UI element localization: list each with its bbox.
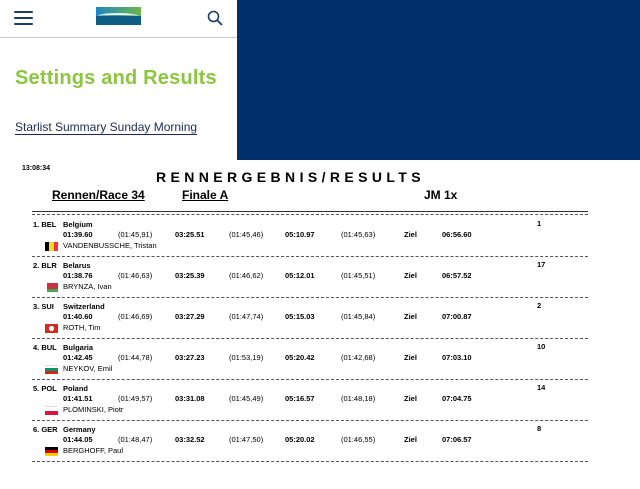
split-1000m: 03:31.08	[175, 394, 205, 403]
row-separator	[32, 297, 588, 298]
split-500m: 01:44.05	[63, 435, 93, 444]
split-1000m: 03:32.52	[175, 435, 205, 444]
split-segment-3: (01:46,62)	[229, 271, 264, 280]
final-time: 07:03.10	[442, 353, 472, 362]
split-segment-3: (01:45,46)	[229, 230, 264, 239]
final-label: Finale A	[182, 188, 229, 202]
split-segment-4: (01:45,63)	[341, 230, 376, 239]
flag-icon	[45, 283, 58, 292]
split-1000m: 03:27.29	[175, 312, 205, 321]
country-name: Bulgaria	[63, 343, 94, 352]
final-time: 07:06.57	[442, 435, 472, 444]
row-separator	[32, 420, 588, 421]
country-name: Germany	[63, 425, 96, 434]
split-500m: 01:40.60	[63, 312, 93, 321]
split-500m: 01:41.51	[63, 394, 93, 403]
split-1000m: 03:27.23	[175, 353, 205, 362]
rank-nation: 3. SUI	[33, 302, 54, 311]
website-panel	[0, 0, 237, 160]
lane-number: 1	[537, 219, 542, 228]
event-class: JM 1x	[424, 188, 458, 202]
result-row	[0, 340, 640, 380]
results-title: RENNERGEBNIS/RESULTS	[156, 169, 425, 185]
athlete-name: BERGHOFF, Paul	[63, 446, 124, 455]
split-1500m: 05:20.02	[285, 435, 315, 444]
split-segment-2: (01:44,78)	[118, 353, 153, 362]
finish-label: Ziel	[404, 230, 417, 239]
athlete-name: BRYNZA, Ivan	[63, 282, 112, 291]
hamburger-icon[interactable]	[14, 11, 33, 25]
print-time: 13:08:34	[22, 165, 51, 172]
flag-icon	[45, 447, 58, 456]
split-1500m: 05:16.57	[285, 394, 315, 403]
finish-label: Ziel	[404, 435, 417, 444]
split-1500m: 05:12.01	[285, 271, 315, 280]
results-sheet	[0, 160, 640, 489]
split-segment-3: (01:47,74)	[229, 312, 264, 321]
athlete-name: VANDENBUSSCHE, Tristan	[63, 241, 157, 250]
athlete-name: ROTH, Tim	[63, 323, 101, 332]
logo-wave	[98, 13, 138, 19]
split-segment-4: (01:45,84)	[341, 312, 376, 321]
result-row	[0, 217, 640, 257]
race-number: Rennen/Race 34	[52, 188, 145, 202]
header-rule	[32, 211, 588, 212]
split-1500m: 05:15.03	[285, 312, 315, 321]
split-segment-4: (01:48,18)	[341, 394, 376, 403]
split-segment-2: (01:46,63)	[118, 271, 153, 280]
lane-number: 8	[537, 424, 542, 433]
row-separator	[32, 461, 588, 462]
split-segment-2: (01:48,47)	[118, 435, 153, 444]
page-title: Settings and Results	[15, 67, 217, 89]
result-row	[0, 258, 640, 298]
hamburger-line	[14, 23, 33, 25]
finish-label: Ziel	[404, 353, 417, 362]
split-segment-2: (01:45,91)	[118, 230, 153, 239]
event-logo[interactable]	[96, 7, 141, 25]
country-name: Switzerland	[63, 302, 105, 311]
startlist-summary-link[interactable]: Starlist Summary Sunday Morning	[15, 120, 198, 134]
split-segment-2: (01:46,69)	[118, 312, 153, 321]
split-segment-4: (01:46,55)	[341, 435, 376, 444]
country-name: Poland	[63, 384, 89, 393]
lane-number: 17	[537, 260, 546, 269]
flag-icon	[45, 242, 58, 251]
final-time: 06:56.60	[442, 230, 472, 239]
final-time: 06:57.52	[442, 271, 472, 280]
split-segment-3: (01:45,49)	[229, 394, 264, 403]
split-1500m: 05:10.97	[285, 230, 315, 239]
site-header	[0, 0, 237, 38]
split-1000m: 03:25.51	[175, 230, 205, 239]
split-segment-3: (01:47,50)	[229, 435, 264, 444]
result-row	[0, 299, 640, 339]
rank-nation: 1. BEL	[33, 220, 57, 229]
country-name: Belgium	[63, 220, 93, 229]
finish-label: Ziel	[404, 312, 417, 321]
split-500m: 01:38.76	[63, 271, 93, 280]
split-segment-4: (01:42,68)	[341, 353, 376, 362]
split-500m: 01:39.60	[63, 230, 93, 239]
flag-icon	[45, 365, 58, 374]
split-1500m: 05:20.42	[285, 353, 315, 362]
athlete-name: PLOMINSKI, Piotr	[63, 405, 124, 414]
search-icon[interactable]	[207, 10, 223, 26]
row-separator	[32, 256, 588, 257]
hamburger-line	[14, 11, 33, 13]
flag-icon	[45, 324, 58, 333]
finish-label: Ziel	[404, 271, 417, 280]
split-segment-2: (01:49,57)	[118, 394, 153, 403]
lane-number: 14	[537, 383, 546, 392]
split-1000m: 03:25.39	[175, 271, 205, 280]
result-row	[0, 422, 640, 462]
lane-number: 10	[537, 342, 546, 351]
final-time: 07:04.75	[442, 394, 472, 403]
rank-nation: 6. GER	[33, 425, 58, 434]
country-name: Belarus	[63, 261, 91, 270]
split-segment-3: (01:53,19)	[229, 353, 264, 362]
finish-label: Ziel	[404, 394, 417, 403]
rank-nation: 2. BLR	[33, 261, 57, 270]
row-separator	[32, 379, 588, 380]
split-500m: 01:42.45	[63, 353, 93, 362]
split-segment-4: (01:45,51)	[341, 271, 376, 280]
result-row	[0, 381, 640, 421]
flag-icon	[45, 406, 58, 415]
lane-number: 2	[537, 301, 542, 310]
row-separator	[32, 338, 588, 339]
final-time: 07:00.87	[442, 312, 472, 321]
rank-nation: 4. BUL	[33, 343, 57, 352]
header-rule-dotted	[32, 214, 588, 215]
hamburger-line	[14, 17, 33, 19]
rank-nation: 5. POL	[33, 384, 57, 393]
navy-banner	[237, 0, 640, 160]
athlete-name: NEYKOV, Emil	[63, 364, 113, 373]
